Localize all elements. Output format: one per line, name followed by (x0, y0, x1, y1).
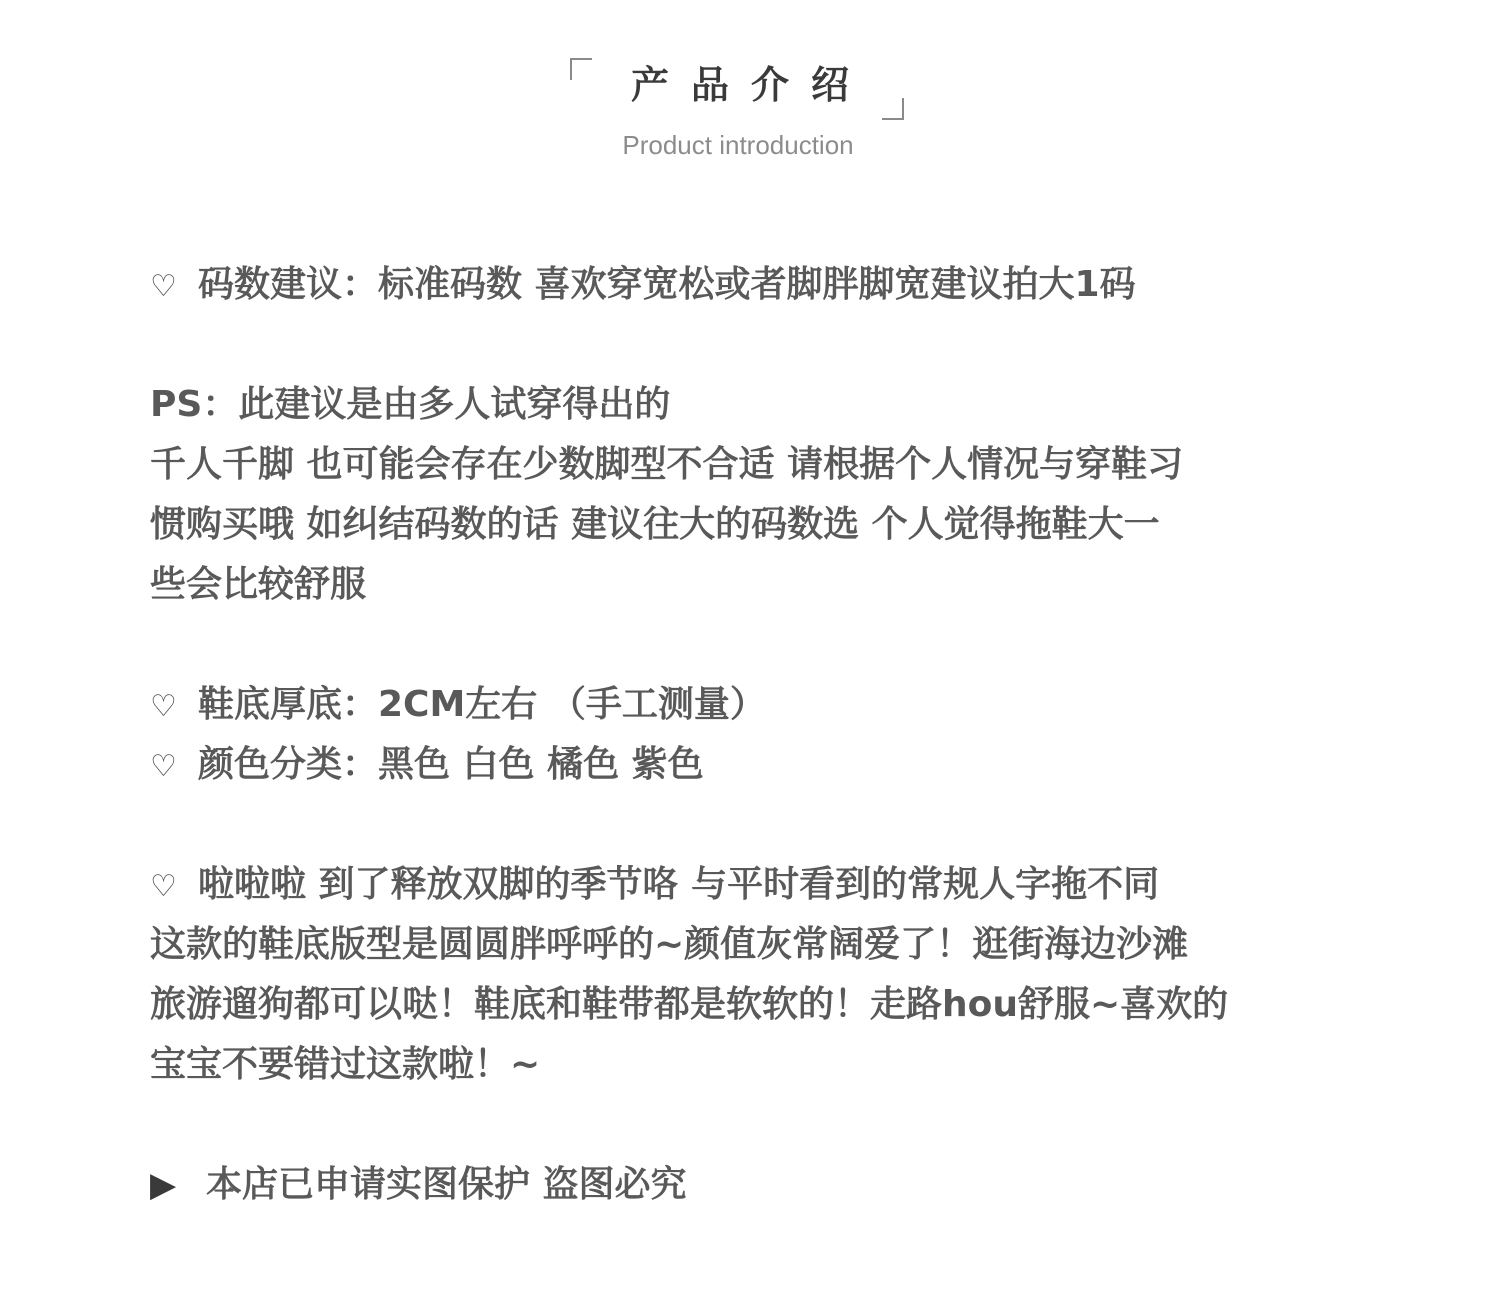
notice-line (150, 1155, 1350, 1215)
heart-icon: ♡ (150, 869, 177, 904)
corner-bracket-open-icon (570, 58, 592, 80)
section-subtitle: Product introduction (622, 130, 854, 160)
spec-list (150, 675, 1350, 795)
section-header (0, 0, 1500, 170)
spec-colors (150, 735, 1350, 795)
heart-icon: ♡ (150, 689, 177, 724)
copyright-notice (150, 1155, 1350, 1215)
description-text: 啦啦啦 到了释放双脚的季节咯 与平时看到的常规人字拖不同 (198, 864, 1160, 905)
spec-text: 颜色分类：黑色 白色 橘色 紫色 (198, 744, 704, 785)
ps-note-line: PS：此建议是由多人试穿得出的 (150, 384, 671, 425)
ps-note-line: 惯购买哦 如纠结码数的话 建议往大的码数选 个人觉得拖鞋大一 (150, 504, 1160, 545)
ps-note-line: 千人千脚 也可能会存在少数脚型不合适 请根据个人情况与穿鞋习 (150, 444, 1184, 485)
description (150, 855, 1350, 1095)
notice-text: 本店已申请实图保护 盗图必究 (206, 1164, 687, 1205)
play-triangle-icon: ▶ (150, 1165, 177, 1205)
size-advice-line (150, 255, 1350, 315)
section-title: 产品介绍 (630, 63, 871, 107)
heart-icon: ♡ (150, 269, 177, 304)
description-line: 旅游遛狗都可以哒！鞋底和鞋带都是软软的！走路hou舒服~喜欢的 (150, 984, 1229, 1025)
description-line: 宝宝不要错过这款啦！~ (150, 1044, 541, 1085)
size-advice-text: 码数建议：标准码数 喜欢穿宽松或者脚胖脚宽建议拍大1码 (198, 264, 1136, 305)
spec-text: 鞋底厚底：2CM左右 （手工测量） (198, 684, 766, 725)
ps-note-line: 些会比较舒服 (150, 564, 367, 605)
heart-icon: ♡ (150, 749, 177, 784)
description-line: 这款的鞋底版型是圆圆胖呼呼的~颜值灰常阔爱了！逛街海边沙滩 (150, 924, 1189, 965)
spec-sole-thickness (150, 675, 1350, 735)
corner-bracket-close-icon (882, 98, 904, 120)
ps-note (150, 375, 1350, 615)
description-line (150, 855, 1350, 915)
size-advice (150, 255, 1350, 315)
